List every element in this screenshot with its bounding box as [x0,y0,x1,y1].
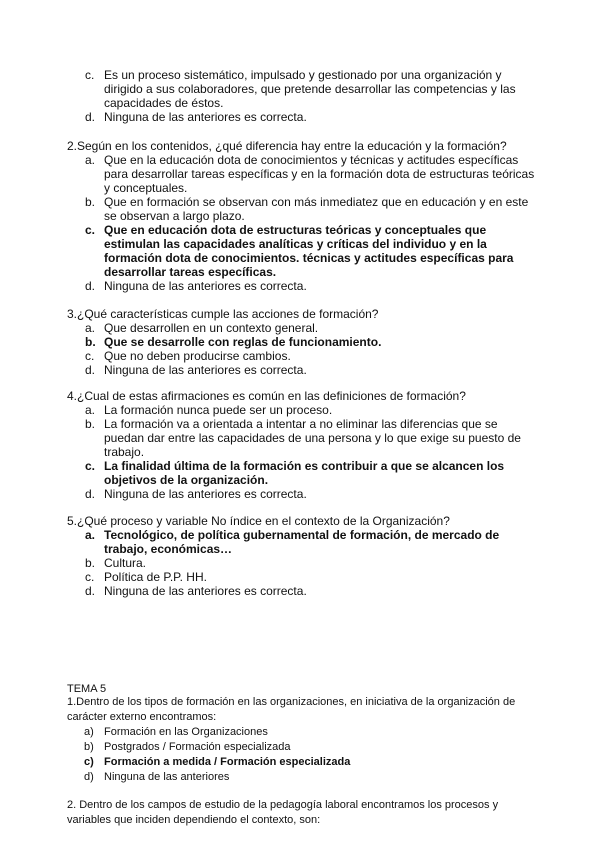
option-marker: d. [85,110,96,124]
tema-q1-option-d [67,770,529,785]
option-text: Que no deben producirse cambios. [104,349,291,363]
tema-q1-option-c [67,755,529,770]
q1-option-d [67,110,537,124]
option-text: Es un proceso sistemático, impulsado y gestionado por una organización y dirigido a sus colaboradores, que pretende desarrollar las competencias y las capacidades de éstos. [104,68,516,110]
section-heading: TEMA 5 [67,683,107,695]
q5-option-d [67,584,537,598]
option-marker: d. [85,487,96,501]
option-marker: d. [85,279,96,293]
q1-option-c [67,68,537,110]
option-marker: c. [85,570,95,584]
tema-q1-option-a [67,725,529,740]
option-marker: d) [84,771,94,783]
option-text: Ninguna de las anteriores es correcta. [104,363,307,377]
option-text: La formación nunca puede ser un proceso. [104,403,333,417]
q3-option-a [67,321,537,335]
question-3 [67,307,537,377]
q2-option-b [67,195,537,223]
option-text: Tecnológico, de política gubernamental de formación, de mercado de trabajo, económicas… [104,528,500,556]
question-2-text: 2.Según en los contenidos, ¿qué diferencia hay entre la educación y la formación? [67,139,507,153]
tema-q1-options [67,725,529,785]
option-marker: c. [85,349,95,363]
q3-option-c [67,349,537,363]
q1-continuation [67,68,537,124]
option-text: Ninguna de las anteriores es correcta. [104,110,307,124]
question-3-text: 3.¿Qué características cumple las acciones de formación? [67,307,379,321]
question-4-text: 4.¿Cual de estas afirmaciones es común en las definiciones de formación? [67,389,466,403]
tema-question-2 [67,798,529,828]
option-marker: b. [85,556,96,570]
option-text: Formación en las Organizaciones [104,726,268,738]
q1-options [67,68,537,124]
q4-option-a [67,403,537,417]
q4-option-c [67,459,537,487]
option-marker: a. [85,528,96,542]
tema-question-2-text: 2. Dentro de los campos de estudio de la pedagogía laboral encontramos los procesos y variables que inciden dependiendo el contexto, son: [67,799,499,826]
option-text: Postgrados / Formación especializada [104,741,291,753]
q5-option-a [67,528,537,556]
option-marker: a. [85,153,96,167]
option-marker: a. [85,403,96,417]
tema-question-1 [67,695,529,785]
option-marker: c. [85,459,96,473]
option-text: Que desarrollen en un contexto general. [104,321,319,335]
option-marker: c. [85,223,96,237]
option-text: Ninguna de las anteriores [104,771,230,783]
q4-option-b [67,417,537,459]
q3-options [67,321,537,377]
option-marker: b. [85,417,96,431]
question-2 [67,139,537,293]
option-text: Ninguna de las anteriores es correcta. [104,279,307,293]
tema-q1-option-b [67,740,529,755]
q2-option-d [67,279,537,293]
option-marker: b. [85,335,96,349]
option-text: Ninguna de las anteriores es correcta. [104,584,307,598]
option-marker: c. [85,68,95,82]
option-marker: c) [84,756,94,768]
option-text: Política de P.P. HH. [104,570,207,584]
option-text: Formación a medida / Formación especializada [104,756,351,768]
option-text: Que en la educación dota de conocimientos y técnicas y actitudes específicas para desarrollar tareas específicas y en la formación dota de estructuras teóricas y conceptuales. [104,153,535,195]
option-text: Que en formación se observan con más inmediatez que en educación y en este se observan a largo plazo. [104,195,529,223]
q2-option-a [67,153,537,195]
option-text: Cultura. [104,556,147,570]
q4-options [67,403,537,501]
option-marker: b. [85,195,96,209]
q4-option-d [67,487,537,501]
option-marker: b) [84,741,94,753]
q3-option-b [67,335,537,349]
q5-option-b [67,556,537,570]
question-4 [67,389,537,501]
q2-options [67,153,537,293]
option-text: Ninguna de las anteriores es correcta. [104,487,307,501]
question-5 [67,514,537,598]
tema-question-1-text: 1.Dentro de los tipos de formación en las organizaciones, en iniciativa de la organización de carácter externo encontramos: [67,696,516,723]
option-marker: d. [85,363,96,377]
q2-option-c [67,223,537,279]
option-text: Que se desarrolle con reglas de funcionamiento. [104,335,382,349]
option-marker: d. [85,584,96,598]
question-5-text: 5.¿Qué proceso y variable No índice en el contexto de la Organización? [67,514,450,528]
q5-options [67,528,537,598]
option-text: La finalidad última de la formación es contribuir a que se alcancen los objetivos de la organización. [104,459,505,487]
option-text: La formación va a orientada a intentar a no eliminar las diferencias que se puedan dar entre las capacidades de una persona y lo que exige su puesto de trabajo. [104,417,521,459]
option-marker: a) [84,726,94,738]
option-marker: a. [85,321,96,335]
q5-option-c [67,570,537,584]
option-text: Que en educación dota de estructuras teóricas y conceptuales que estimulan las capacidades analíticas y críticas del individuo y en la formación dota de conocimientos. técnicas y actitudes específicas para desarrollar tareas específicas. [104,223,514,279]
q3-option-d [67,363,537,377]
